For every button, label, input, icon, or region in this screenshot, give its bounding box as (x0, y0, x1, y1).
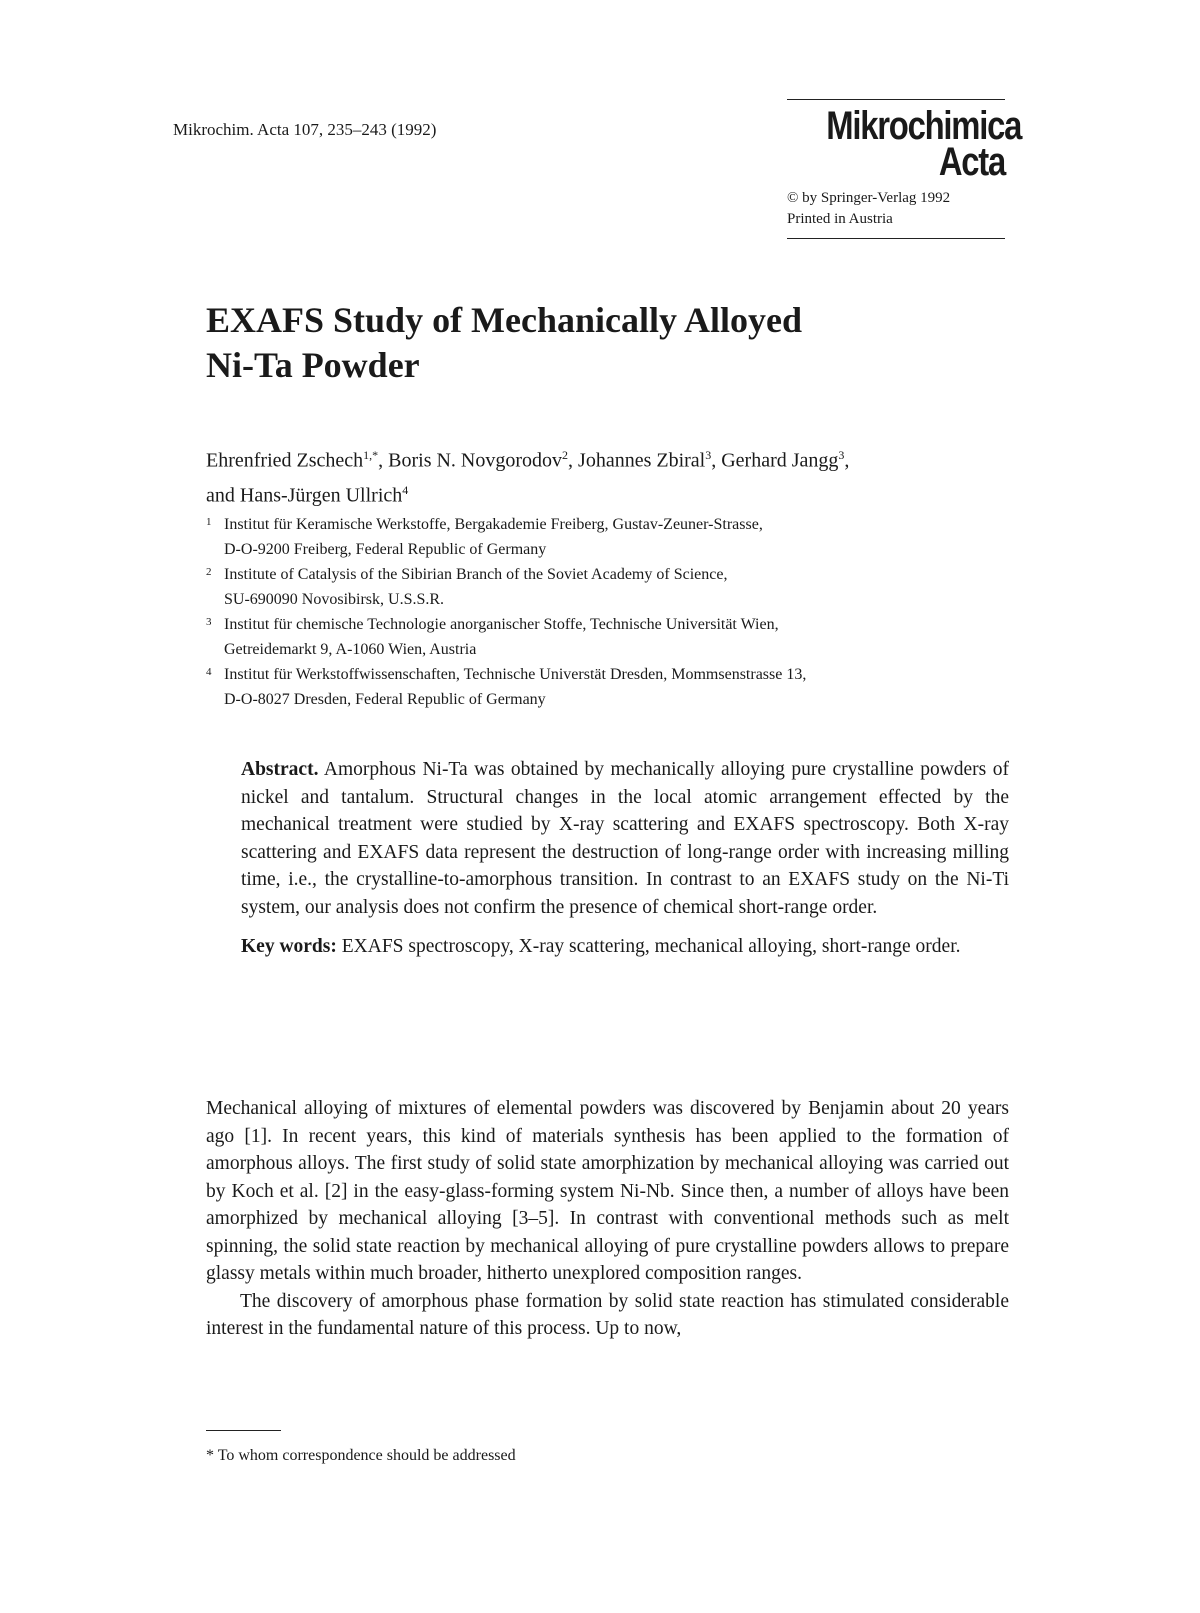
copyright-line: © by Springer-Verlag 1992 (787, 190, 951, 206)
affiliation-item (206, 512, 1006, 562)
author-list (206, 441, 1006, 510)
affiliation-item (206, 562, 1006, 612)
affiliation-line: Getreidemarkt 9, A-1060 Wien, Austria (224, 641, 477, 658)
author-name: Ehrenfried Zschech (206, 449, 364, 472)
affiliation-number: 2 (206, 566, 212, 578)
body-paragraph-2: The discovery of amorphous phase formation by solid state reaction has stimulated considerable interest in the fundamental nature of this process. Up to now, (206, 1290, 1009, 1339)
keywords-label: Key words: (241, 936, 337, 957)
affiliation-list (206, 512, 1006, 712)
copyright-block (787, 188, 1005, 230)
masthead-bottom-rule (787, 238, 1005, 239)
abstract-label: Abstract. (241, 759, 319, 780)
journal-name-line1: Mikrochimica (826, 104, 1022, 148)
affiliation-line: D-O-8027 Dresden, Federal Republic of Germany (224, 691, 546, 708)
title-line-2: Ni-Ta Powder (206, 345, 420, 385)
author-affil-mark: 1,* (363, 448, 379, 462)
author-sep: , (844, 449, 850, 472)
journal-name-line2: Acta (938, 140, 1005, 184)
affiliation-line: Institut für Werkstoffwissenschaften, Technische Universtät Dresden, Mommsenstrasse 13, (224, 666, 807, 683)
abstract-paragraph (241, 756, 1009, 921)
body-paragraph-1: Mechanical alloying of mixtures of elemental powders was discovered by Benjamin about 20 years ago [1]. In recent years, this kind of materials synthesis has been applied to the formation of amorphous alloys. The first study of solid state amorphization by mechanical alloying was carried out by Koch et al. [2] in the easy-glass-forming system Ni-Nb. Since then, a number of alloys have been amorphized by mechanical alloying [3–5]. In contrast with conventional methods such as melt spinning, the solid state reaction by mechanical alloying of pure crystalline powders allows to prepare glassy metals within much broader, hitherto unexplored composition ranges. (206, 1098, 1009, 1284)
author-name: Boris N. Novgorodov (388, 449, 563, 472)
author-affil-mark: 3 (705, 448, 712, 462)
affiliation-line: Institut für Keramische Werkstoffe, Bergakademie Freiberg, Gustav-Zeuner-Strasse, (224, 516, 763, 533)
title-line-1: EXAFS Study of Mechanically Alloyed (206, 300, 803, 340)
author-sep: , (711, 449, 722, 472)
author-affil-mark: 2 (562, 448, 569, 462)
author-sep: , (568, 449, 579, 472)
abstract-block (241, 756, 1009, 961)
affiliation-line: SU-690090 Novosibirsk, U.S.S.R. (224, 591, 445, 608)
author-affil-mark: 4 (402, 482, 409, 497)
affiliation-number: 3 (206, 616, 212, 628)
journal-citation: Mikrochim. Acta 107, 235–243 (1992) (173, 120, 437, 139)
author-affil-mark: 3 (838, 448, 845, 462)
affiliation-item (206, 662, 1006, 712)
affiliation-number: 1 (206, 516, 212, 528)
printed-line: Printed in Austria (787, 211, 893, 227)
affiliation-number: 4 (206, 666, 212, 678)
keywords-paragraph (241, 933, 1009, 961)
affiliation-line: Institut für chemische Technologie anorganischer Stoffe, Technische Universität Wien, (224, 616, 779, 633)
author-name: and Hans-Jürgen Ullrich (206, 484, 403, 507)
affiliation-line: Institute of Catalysis of the Sibirian Branch of the Soviet Academy of Science, (224, 566, 728, 583)
author-name: Gerhard Jangg (721, 449, 839, 472)
masthead-top-rule (787, 99, 1005, 100)
abstract-text: Amorphous Ni-Ta was obtained by mechanically alloying pure crystalline powders of nickel and tantalum. Structural changes in the local atomic arrangement effected by the mechanical treatment were studied by X-ray scattering and EXAFS spectroscopy. Both X-ray scattering and EXAFS data represent the destruction of long-range order with increasing milling time, i.e., the crystalline-to-amorphous transition. In contrast to an EXAFS study on the Ni-Ti system, our analysis does not confirm the presence of chemical short-range order. (241, 759, 1009, 918)
keywords-text: EXAFS spectroscopy, X-ray scattering, mechanical alloying, short-range order. (341, 936, 961, 957)
footnote-rule (206, 1430, 281, 1431)
affiliation-item (206, 612, 1006, 662)
correspondence-footnote: * To whom correspondence should be addressed (206, 1447, 516, 1464)
body-text (206, 1095, 1009, 1343)
author-sep: , (378, 449, 389, 472)
journal-masthead (787, 99, 1022, 239)
affiliation-line: D-O-9200 Freiberg, Federal Republic of Germany (224, 541, 547, 558)
author-name: Johannes Zbiral (578, 449, 706, 472)
paper-title (206, 298, 1006, 388)
